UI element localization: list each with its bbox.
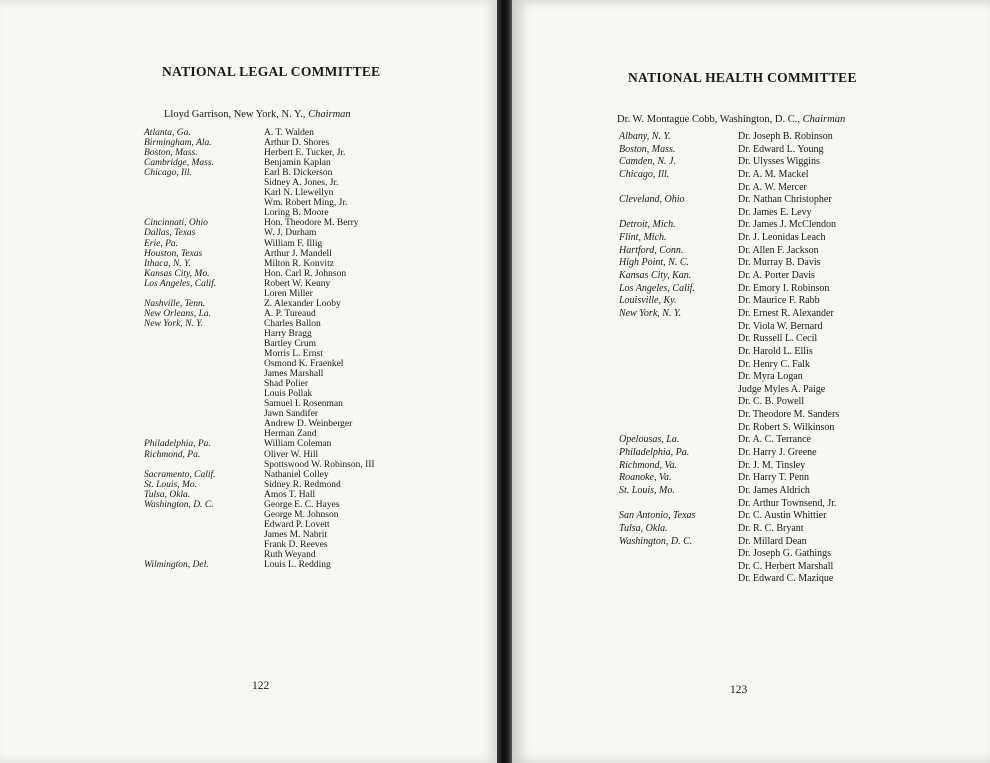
member-name: Dr. Joseph G. Gathings [738, 548, 832, 560]
city-entry: Houston, Texas [144, 248, 203, 259]
member-name: Osmond K. Fraenkel [264, 359, 344, 370]
member-name: George E. C. Hayes [264, 499, 340, 510]
city-entry [144, 359, 216, 369]
member-name: Herman Zand [264, 429, 317, 440]
city-entry [144, 369, 216, 379]
city-entry [144, 419, 216, 429]
city-column [144, 128, 216, 570]
member-name: Milton R. Konvitz [264, 258, 334, 269]
member-name: Dr. Edward C. Mazique [738, 573, 834, 585]
page-title: NATIONAL LEGAL COMMITTEE [162, 64, 381, 79]
member-name: Herbert E. Tucker, Jr. [264, 148, 346, 159]
page-number: 123 [730, 684, 748, 696]
chairman-name: Dr. W. Montague Cobb, Washington, D. C., [617, 114, 801, 125]
city-entry: Opelousas, La. [619, 434, 680, 446]
city-entry [144, 399, 216, 409]
member-name: Loren Miller [264, 288, 313, 299]
member-name: James Marshall [264, 369, 324, 380]
city-entry [619, 321, 695, 334]
member-name: Jawn Sandifer [264, 409, 319, 420]
city-entry: San Antonio, Texas [619, 510, 696, 522]
member-name: George M. Johnson [264, 509, 339, 520]
city-entry [619, 561, 695, 574]
city-entry: Los Angeles, Calif. [144, 278, 217, 289]
member-name: W. J. Durham [264, 228, 317, 239]
member-name: Harry Bragg [264, 328, 312, 339]
city-entry: Birmingham, Ala. [144, 138, 212, 149]
city-entry [144, 188, 216, 198]
city-entry [144, 550, 216, 560]
member-name: Dr. Harold L. Ellis [738, 345, 813, 357]
member-name: Dr. Myra Logan [738, 371, 803, 383]
member-name: Dr. Russell L. Cecil [738, 333, 818, 345]
member-name: Dr. Henry C. Falk [738, 358, 810, 370]
city-entry: Wilmington, Del. [144, 560, 209, 571]
member-name: Frank D. Reeves [264, 539, 328, 550]
chairman-line [617, 114, 845, 125]
member-name: Bartley Crum [264, 338, 316, 349]
member-name: Dr. Murray B. Davis [738, 257, 821, 269]
city-entry [144, 178, 216, 188]
member-name: Dr. Nathan Christopher [738, 194, 832, 206]
city-entry: Flint, Mich. [619, 232, 667, 244]
member-name: Dr. J. Leonidas Leach [738, 232, 826, 244]
city-entry [144, 460, 216, 470]
member-name: Sidney A. Jones, Jr. [264, 178, 339, 189]
city-entry: Kansas City, Kan. [619, 270, 692, 282]
chairman-name: Lloyd Garrison, New York, N. Y., [164, 109, 306, 120]
member-name: Dr. A. M. Mackel [738, 168, 809, 180]
city-entry [144, 429, 216, 439]
chairman-line [164, 109, 351, 120]
member-name: Dr. Edward L. Young [738, 143, 824, 155]
city-entry: Washington, D. C. [144, 499, 214, 510]
city-entry [619, 333, 695, 346]
city-column [619, 131, 695, 586]
member-column [738, 131, 839, 586]
member-name: Z. Alexander Looby [264, 298, 341, 309]
city-entry: Tulsa, Okla. [144, 489, 191, 500]
member-column [264, 128, 375, 570]
member-name: Earl B. Dickerson [264, 168, 333, 179]
city-entry [619, 359, 695, 372]
city-entry [144, 530, 216, 540]
city-entry: Louisville, Ky. [619, 295, 677, 307]
city-entry: New York, N. Y. [144, 318, 203, 329]
city-entry [144, 520, 216, 530]
city-entry: Boston, Mass. [144, 148, 198, 159]
page-number: 122 [252, 680, 270, 692]
member-name: Andrew D. Weinberger [264, 419, 353, 430]
city-entry: Albany, N. Y. [619, 131, 671, 142]
city-entry: High Point, N. C. [619, 257, 690, 269]
city-entry: Philadelphia, Pa. [619, 447, 690, 459]
member-name: Dr. A. W. Mercer [738, 181, 807, 193]
city-entry: St. Louis, Mo. [619, 484, 675, 496]
city-entry: Cincinnati, Ohio [144, 218, 208, 229]
member-name: Dr. Harry T. Penn [738, 472, 810, 484]
city-entry [144, 540, 216, 550]
city-entry [144, 379, 216, 389]
city-entry [144, 389, 216, 399]
city-entry [144, 208, 216, 218]
member-name: Samuel I. Rosenman [264, 399, 343, 410]
city-entry [144, 339, 216, 349]
chairman-role: Chairman [308, 109, 351, 120]
member-name: Amos T. Hall [264, 489, 316, 500]
city-entry: Roanoke, Va. [619, 472, 672, 484]
member-name: Ruth Weyand [264, 549, 316, 560]
member-name: Dr. J. M. Tinsley [738, 459, 806, 471]
member-name: Arthur J. Mandell [264, 248, 332, 259]
city-entry: St. Louis, Mo. [144, 479, 198, 490]
member-name: Dr. R. C. Bryant [738, 522, 804, 534]
city-entry: New Orleans, La. [144, 308, 212, 319]
city-entry: Richmond, Va. [619, 459, 678, 471]
member-name: Dr. James J. McClendon [738, 219, 837, 231]
city-entry [144, 409, 216, 419]
member-name: Dr. Ernest R. Alexander [738, 307, 834, 319]
book-spine [497, 0, 512, 763]
member-name: Dr. C. B. Powell [738, 396, 805, 408]
member-name: A. P. Tureaud [264, 308, 316, 319]
city-entry [619, 548, 695, 561]
member-name: Dr. C. Herbert Marshall [738, 560, 834, 572]
member-name: Arthur D. Shores [264, 138, 330, 149]
member-name: Karl N. Llewellyn [264, 188, 334, 199]
member-name: Robert W. Kenny [264, 278, 331, 289]
member-name: Nathaniel Colley [264, 469, 329, 480]
city-entry: Hartford, Conn. [619, 244, 684, 256]
city-entry: Tulsa, Okla. [619, 522, 668, 534]
member-name: Dr. Millard Dean [738, 535, 807, 547]
city-entry [144, 198, 216, 208]
city-entry [619, 371, 695, 384]
city-entry: New York, N. Y. [619, 307, 682, 319]
member-name: Dr. A. Porter Davis [738, 270, 815, 282]
city-entry [619, 573, 695, 586]
member-name: Hon. Theodore M. Berry [264, 218, 359, 229]
city-entry: Chicago, Ill. [619, 168, 670, 180]
city-entry [619, 346, 695, 359]
member-name: Dr. Joseph B. Robinson [738, 131, 833, 142]
member-name: Hon. Carl R. Johnson [264, 268, 347, 279]
member-name: Dr. Maurice F. Rabb [738, 295, 820, 307]
city-entry [619, 422, 695, 435]
member-name: Judge Myles A. Paige [738, 383, 826, 395]
city-entry: Richmond, Pa. [144, 449, 201, 460]
city-entry: Sacramento, Calif. [144, 469, 216, 480]
city-entry [619, 409, 695, 422]
member-name: Dr. Ulysses Wiggins [738, 156, 820, 168]
city-entry [619, 384, 695, 397]
city-entry: Camden, N. J. [619, 156, 676, 168]
member-name: Louis L. Redding [264, 560, 331, 571]
member-name: Dr. Emory I. Robinson [738, 282, 830, 294]
city-entry [619, 396, 695, 409]
member-name: Benjamin Kaplan [264, 158, 331, 169]
city-entry: Dallas, Texas [144, 228, 196, 239]
member-name: Dr. C. Austin Whittier [738, 510, 827, 522]
city-entry: Cambridge, Mass. [144, 158, 214, 169]
city-entry: Washington, D. C. [619, 535, 693, 547]
member-name: Dr. James Aldrich [738, 484, 810, 496]
member-name: Dr. Viola W. Bernard [738, 320, 823, 332]
member-name: James M. Nabrit [264, 529, 328, 540]
member-name: Loring B. Moore [264, 208, 329, 219]
city-entry: Cleveland, Ohio [619, 194, 685, 206]
member-name: Dr. Arthur Townsend, Jr. [738, 497, 837, 509]
city-entry: Erie, Pa. [144, 238, 179, 249]
city-entry: Atlanta, Ga. [144, 128, 191, 138]
city-entry: Boston, Mass. [619, 143, 676, 155]
member-name: Louis Pollak [264, 389, 313, 400]
city-entry [144, 349, 216, 359]
city-entry: Kansas City, Mo. [144, 268, 210, 279]
member-name: Dr. A. C. Terrance [738, 434, 811, 446]
member-name: Charles Ballon [264, 318, 321, 329]
city-entry: Los Angeles, Calif. [619, 282, 695, 294]
city-entry [619, 498, 695, 511]
city-entry: Ithaca, N. Y. [144, 258, 191, 269]
member-name: Dr. Theodore M. Sanders [738, 409, 840, 421]
page-title: NATIONAL HEALTH COMMITTEE [628, 70, 857, 85]
city-entry: Nashville, Tenn. [144, 298, 206, 309]
member-name: Edward P. Lovett [264, 519, 330, 530]
member-name: A. T. Walden [264, 128, 314, 138]
member-name: Oliver W. Hill [264, 449, 319, 460]
city-entry [144, 289, 216, 299]
member-name: Sidney R. Redmond [264, 479, 341, 490]
city-entry [144, 329, 216, 339]
member-name: Dr. James E. Levy [738, 206, 812, 218]
member-name: Dr. Robert S. Wilkinson [738, 421, 835, 433]
chairman-role: Chairman [802, 114, 846, 125]
city-entry: Chicago, Ill. [144, 168, 192, 179]
city-entry: Philadelphia, Pa. [144, 439, 211, 450]
member-name: Spottswood W. Robinson, III [264, 459, 375, 470]
member-name: Dr. Allen F. Jackson [738, 244, 819, 256]
member-name: Dr. Harry J. Greene [738, 447, 817, 459]
city-entry [144, 510, 216, 520]
city-entry: Detroit, Mich. [619, 219, 676, 231]
member-name: Morris L. Ernst [264, 349, 323, 360]
member-name: William F. Illig [264, 238, 323, 249]
member-name: William Coleman [264, 439, 332, 450]
right-page [512, 0, 990, 763]
member-name: Shad Polier [264, 379, 309, 390]
city-entry [619, 182, 695, 195]
member-name: Wm. Robert Ming, Jr. [264, 198, 348, 209]
city-entry [619, 207, 695, 220]
